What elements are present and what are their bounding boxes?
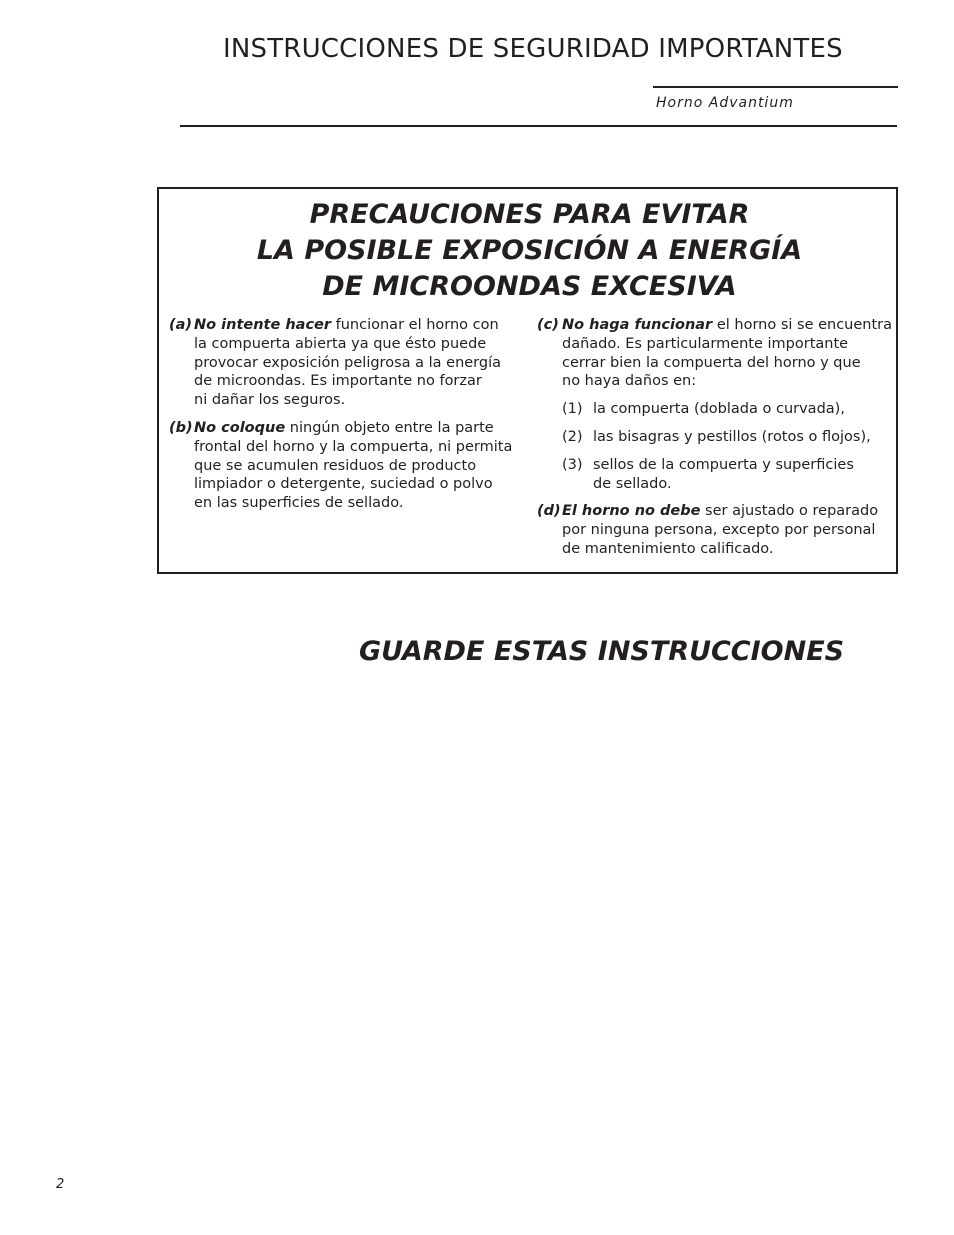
precautions-title-line: LA POSIBLE EXPOSICIÓN A ENERGÍA xyxy=(256,235,803,266)
item-marker: (c) xyxy=(537,317,559,333)
sub-item-2 xyxy=(537,428,887,447)
item-line: de mantenimiento calificado. xyxy=(562,540,774,557)
sub-item-number: (3) xyxy=(562,456,583,473)
item-marker: (d) xyxy=(537,503,561,520)
item-line: en las superficies de sellado. xyxy=(194,495,404,512)
sub-item-line: la compuerta (doblada o curvada), xyxy=(593,401,845,418)
item-line: provocar exposición peligrosa a la energía xyxy=(194,354,501,371)
item-line: de microondas. Es importante no forzar xyxy=(194,373,482,390)
sub-item-1 xyxy=(537,400,887,419)
product-subtitle: Horno Advantium xyxy=(656,95,794,111)
item-line: cerrar bien la compuerta del horno y que xyxy=(562,354,861,371)
item-line: ni dañar los seguros. xyxy=(194,392,346,409)
precaution-item-b xyxy=(169,419,514,513)
item-first-line xyxy=(562,316,893,335)
item-text: ningún objeto entre la parte xyxy=(285,419,494,436)
precautions-title-line: PRECAUCIONES PARA EVITAR xyxy=(309,199,750,230)
item-line: por ninguna persona, excepto por personal xyxy=(562,522,876,539)
item-text: el horno si se encuentra xyxy=(712,317,893,333)
sub-item-line: las bisagras y pestillos (rotos o flojos), xyxy=(593,428,871,445)
item-first-line xyxy=(194,316,514,335)
sub-item-number: (1) xyxy=(562,401,583,418)
item-marker: (a) xyxy=(169,317,193,333)
item-marker: (b) xyxy=(169,419,193,436)
subtitle-rule xyxy=(653,86,898,88)
page-title: INSTRUCCIONES DE SEGURIDAD IMPORTANTES xyxy=(223,34,843,64)
sub-item-3 xyxy=(537,456,887,494)
precaution-item-a xyxy=(169,316,514,410)
item-lead: No coloque xyxy=(194,419,286,436)
precaution-item-d xyxy=(537,502,887,558)
item-lead: No haga funcionar xyxy=(562,317,713,333)
item-line: que se acumulen residuos de producto xyxy=(194,457,477,474)
page-number: 2 xyxy=(56,1177,65,1192)
item-line: limpiador o detergente, suciedad o polvo xyxy=(194,476,493,493)
sub-item-line: sellos de la compuerta y superficies xyxy=(593,456,854,473)
sub-item-line: de sellado. xyxy=(593,475,672,492)
item-line: frontal del horno y la compuerta, ni permita xyxy=(194,438,513,455)
item-lead: No intente hacer xyxy=(194,317,332,333)
item-lead: El horno no debe xyxy=(562,503,701,520)
item-text: ser ajustado o reparado xyxy=(700,503,879,520)
item-first-line xyxy=(194,419,514,438)
header-rule xyxy=(180,125,897,127)
precaution-item-c xyxy=(537,316,893,391)
item-text: funcionar el horno con xyxy=(331,317,499,333)
save-instructions-heading: GUARDE ESTAS INSTRUCCIONES xyxy=(359,636,845,667)
precautions-left-column xyxy=(169,316,514,522)
precautions-box xyxy=(157,187,898,574)
item-first-line xyxy=(562,502,887,521)
precautions-title-line: DE MICROONDAS EXCESIVA xyxy=(322,271,737,302)
precautions-title xyxy=(159,197,900,305)
precautions-right-column xyxy=(537,316,893,568)
sub-item-number: (2) xyxy=(562,428,583,445)
item-line: la compuerta abierta ya que ésto puede xyxy=(194,335,487,352)
item-line: dañado. Es particularmente importante xyxy=(562,335,849,352)
item-line: no haya daños en: xyxy=(562,373,697,390)
